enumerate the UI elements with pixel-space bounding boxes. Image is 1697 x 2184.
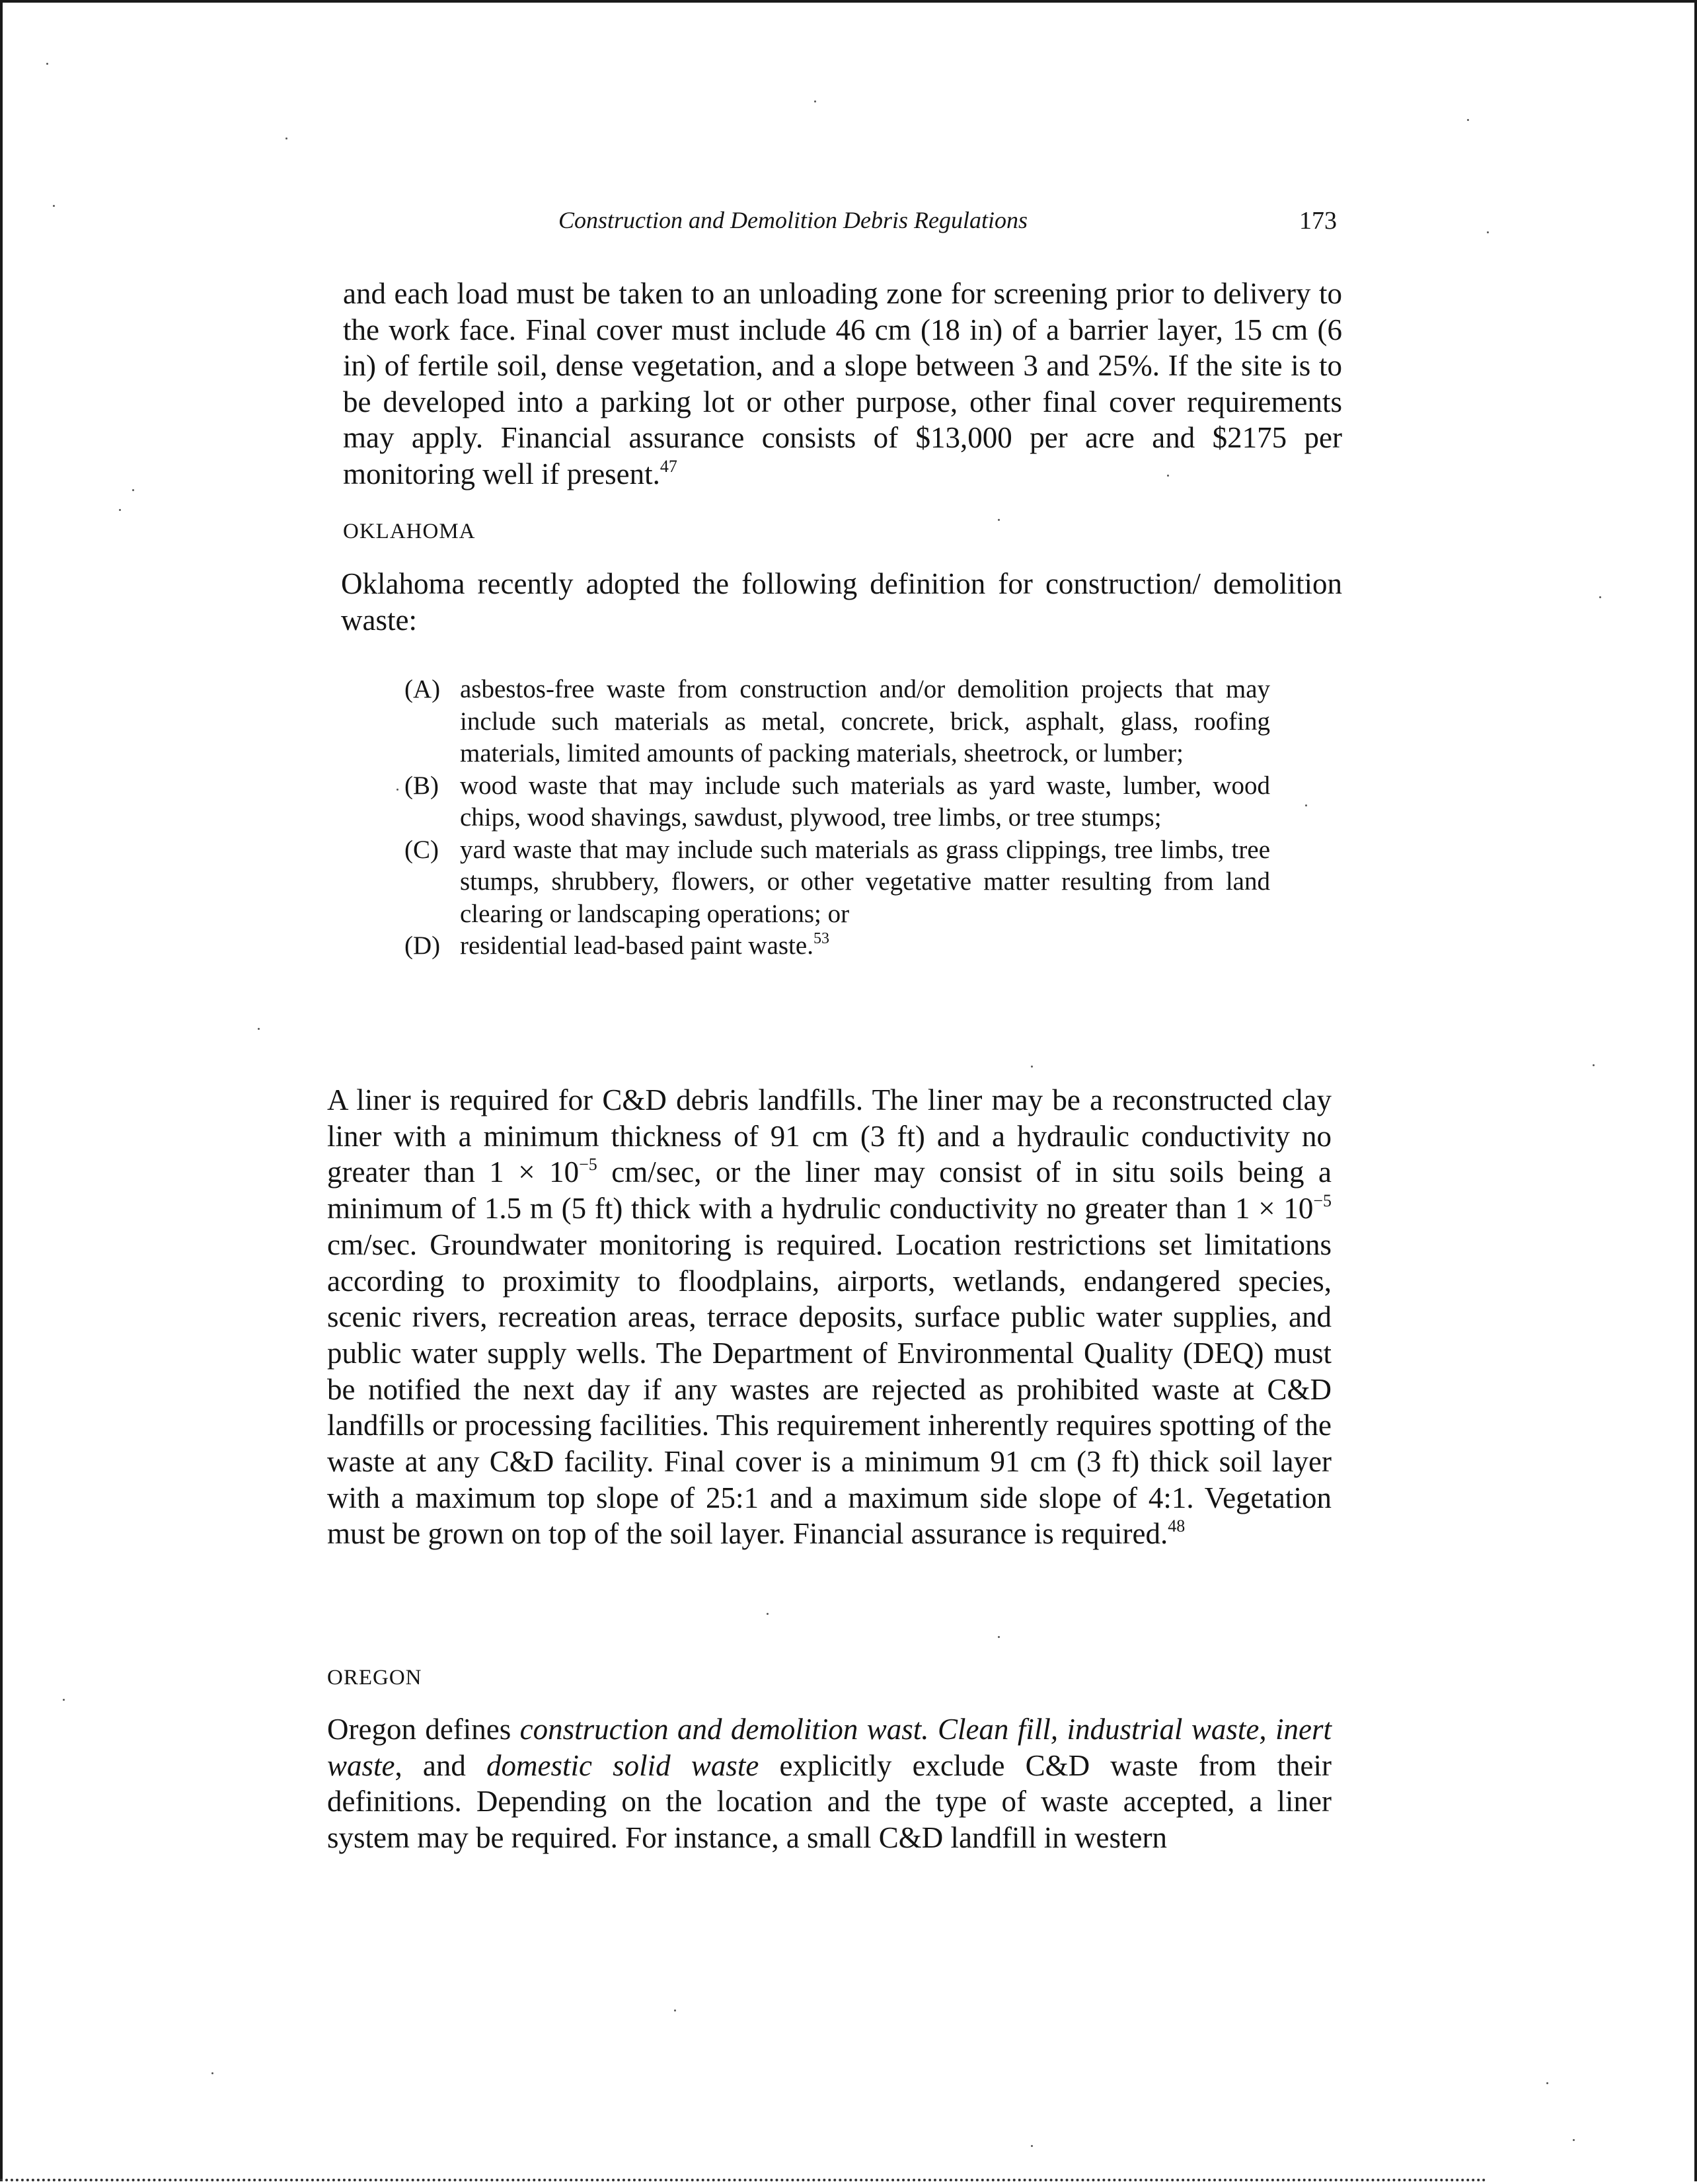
footnote-ref: 48 — [1168, 1516, 1186, 1536]
italic-term: domestic solid waste — [486, 1748, 759, 1782]
italic-term: construction and demolition wast. Clean fill, industrial waste, inert waste — [327, 1713, 1332, 1782]
scan-speck — [285, 137, 287, 139]
paragraph-text: explicitly exclude C&D waste from their definitions. Depending on the location and the type of waste accepted, a liner system may be required. For instance, a small C&D landfill in western — [327, 1748, 1332, 1854]
scan-speck — [211, 2072, 213, 2074]
definition-item-a — [404, 674, 1270, 770]
scan-speck — [1573, 2139, 1575, 2141]
scan-speck — [1487, 231, 1489, 233]
scan-speck — [119, 509, 121, 511]
paragraph-liner-requirements — [327, 1082, 1332, 1552]
definition-text — [460, 930, 1270, 962]
exponent: −5 — [1313, 1191, 1332, 1211]
scan-speck — [1546, 2082, 1548, 2084]
footnote-ref: 47 — [660, 456, 677, 476]
scan-speck — [1031, 1066, 1033, 1068]
scan-speck — [63, 1699, 65, 1701]
definition-item-b — [404, 770, 1270, 834]
definition-text: yard waste that may include such materials as grass clippings, tree limbs, tree stumps, shrubbery, flowers, or other vegetative matter resulting from land clearing or landscaping operations; or — [460, 835, 1270, 928]
paragraph-text: cm/sec. Groundwater monitoring is required. Location restrictions set limitations according to proximity to floodplains, airports, wetlands, endangered species, scenic rivers, recreation areas, terrace deposits, surface public water supplies, and public water supply wells. The Department of Environmental Quality (DEQ) must be notified the next day if any wastes are rejected as prohibited waste at C&D landfills or processing facilities. This requirement inherently requires spotting of the waste at any C&D facility. Final cover is a minimum 91 cm (3 ft) thick soil layer with a maximum top slope of 25:1 and a maximum side slope of 4:1. Vegetation must be grown on top of the soil layer. Financial assurance is required. — [327, 1228, 1332, 1551]
definition-item-d — [404, 930, 1270, 962]
exponent: −5 — [579, 1155, 597, 1175]
definition-marker: (B) — [404, 771, 439, 800]
scan-speck — [998, 519, 1000, 521]
scan-speck — [1305, 804, 1307, 806]
paragraph-oregon — [327, 1711, 1332, 1855]
paragraph-text: Oregon defines — [327, 1713, 520, 1746]
footnote-ref: 53 — [813, 930, 829, 947]
scan-speck — [814, 100, 816, 102]
paragraph-text: cm/sec, or the liner may consist of in situ soils being a minimum of 1.5 m (5 ft) thick with a hydrulic conductivity no greater than 1 × 10 — [327, 1155, 1332, 1226]
scan-speck — [258, 1028, 260, 1030]
definition-item-c — [404, 834, 1270, 931]
scan-speck — [46, 63, 48, 65]
scan-speck — [53, 205, 55, 207]
scan-speck — [1467, 119, 1469, 121]
paragraph-oklahoma-intro: Oklahoma recently adopted the following definition for construction/ demolition waste: — [341, 567, 1342, 637]
scan-speck — [396, 789, 398, 791]
definition-list — [404, 674, 1270, 962]
scan-speck — [1593, 1064, 1595, 1066]
paragraph-text: A liner is required for C&D debris landfills. The liner may be a reconstructed clay liner with a minimum thickness of 91 cm (3 ft) and a hydraulic conductivity no greater than 1 × 10 — [327, 1083, 1332, 1189]
scan-speck — [998, 1636, 1000, 1638]
section-heading-oregon: OREGON — [327, 1666, 422, 1690]
definition-marker: (C) — [404, 835, 439, 864]
definition-text-body: residential lead-based paint waste. — [460, 931, 813, 960]
definition-marker: (D) — [404, 931, 441, 960]
scan-speck — [1167, 475, 1169, 477]
paragraph-text: and each load must be taken to an unloading zone for screening prior to delivery to the work face. Final cover must include 46 cm (18 in) of a barrier layer, 15 cm (6 in) of fertile soil, dense vegetation, and a slope between 3 and 25%. If the site is to be developed into a parking lot or other purpose, other final cover requirements may apply. Financial assurance consists of $13,000 per acre and $2175 per monitoring well if present. — [343, 277, 1342, 490]
scan-speck — [767, 1613, 769, 1615]
definition-marker: (A) — [404, 675, 441, 703]
page-number: 173 — [1299, 207, 1337, 235]
scan-speck — [674, 2009, 676, 2011]
running-title: Construction and Demolition Debris Regulations — [558, 207, 1028, 233]
scan-speck — [1599, 596, 1601, 598]
scan-bottom-edge — [0, 2179, 1487, 2181]
paragraph-final-cover — [343, 276, 1342, 492]
definition-text: wood waste that may include such materials as yard waste, lumber, wood chips, wood shavings, sawdust, plywood, tree limbs, or tree stumps; — [460, 771, 1270, 832]
section-heading-oklahoma: OKLAHOMA — [343, 520, 476, 543]
scan-speck — [132, 489, 134, 491]
scan-speck — [1031, 2145, 1033, 2147]
definition-text: asbestos-free waste from construction and/or demolition projects that may include such materials as metal, concrete, brick, asphalt, glass, roofing materials, limited amounts of packing materials, sheetrock, or lumber; — [460, 675, 1270, 767]
paragraph-text: , and — [395, 1748, 487, 1782]
